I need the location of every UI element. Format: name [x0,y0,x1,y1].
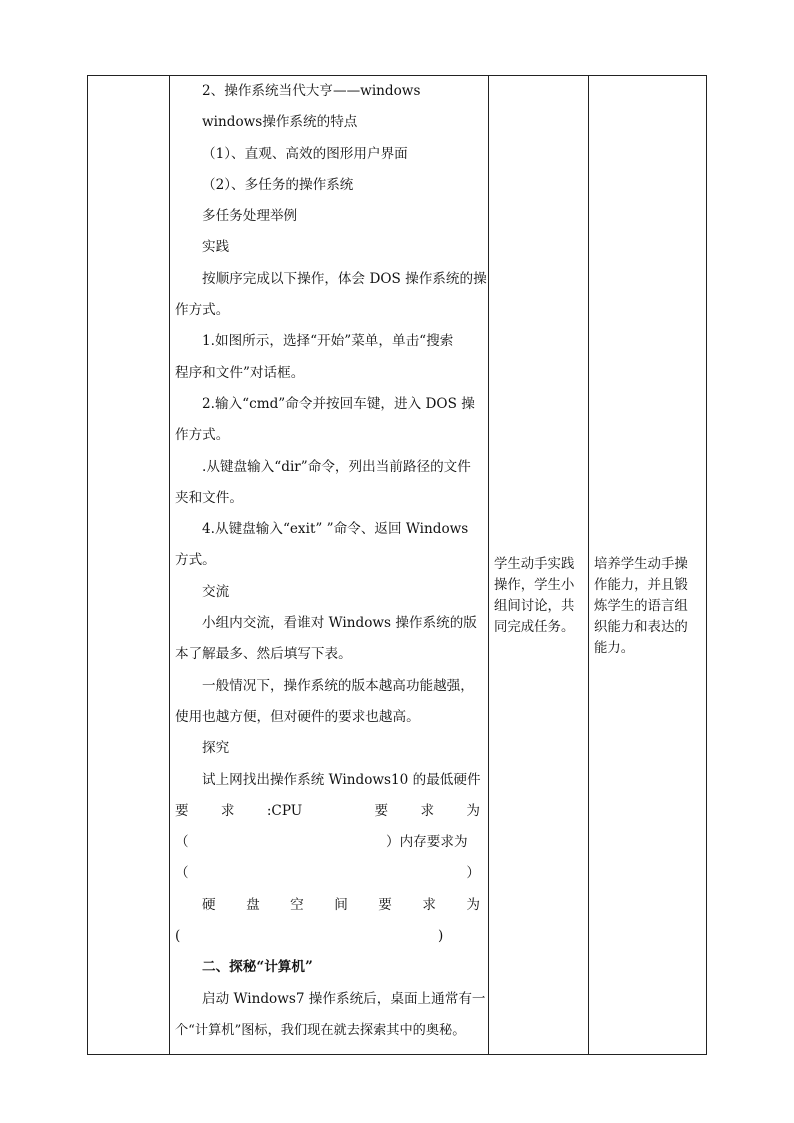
intent-line: 能力。 [594,641,635,656]
content-line: 多任务处理举例 [202,208,298,225]
content-line: 交流 [202,583,230,600]
content-line: 2.输入“cmd”命令并按回车键，进入 DOS 操 [202,395,475,412]
intent-line: 培养学生动手操 [594,557,688,572]
content-line: 作方式。 [175,302,230,319]
content-line: 程序和文件”对话框。 [175,364,305,381]
content-line: 4.从键盘输入“exit” ”命令、返回 Windows [202,521,469,538]
content-line: （1）、直观、高效的图形用户界面 [202,145,408,162]
cpu-requirement-line: 要 求 :CPU 要 求 为 [175,802,480,819]
content-line: 按顺序完成以下操作，体会 DOS 操作系统的操 [202,270,487,287]
intent-line: 炼学生的语言组 [594,599,688,614]
cpu-blank-line: （ ）内存要求为 [175,834,468,851]
teaching-content-cell [170,76,488,1046]
intent-line: 织能力和表达的 [594,620,688,635]
content-line: 启动 Windows7 操作系统后，桌面上通常有一 [202,990,486,1007]
content-line: 本了解最多、然后填写下表。 [175,646,352,663]
content-line: 小组内交流，看谁对 Windows 操作系统的版 [202,615,477,632]
content-line: 实践 [202,239,230,256]
content-line: .从键盘输入“dir”命令，列出当前路径的文件 [202,458,471,475]
activity-line: 学生动手实践 [494,557,575,572]
content-line: 1.如图所示，选择“开始”菜单，单击“搜索 [202,333,454,350]
design-intent-cell [589,554,707,659]
content-line: 个“计算机”图标，我们现在就去探索其中的奥秘。 [175,1022,466,1038]
content-line: 使用也越方便，但对硬件的要求也越高。 [175,708,420,725]
disk-requirement-line: 硬 盘 空 间 要 求 为 [202,896,480,913]
activity-line: 同完成任务。 [494,620,575,635]
content-line: 试上网找出操作系统 Windows10 的最低硬件 [202,771,481,788]
intent-line: 作能力，并且锻 [594,578,688,593]
section-heading: 二、探秘“计算机” [202,959,313,976]
content-line: 2、操作系统当代大亨——windows [202,83,421,99]
lesson-table [87,75,707,1055]
content-line: （2）、多任务的操作系统 [202,176,354,193]
activity-line: 组间讨论，共 [494,599,575,614]
content-line: 探究 [202,740,230,757]
content-line: 夹和文件。 [175,489,243,506]
memory-blank-line: （ ） [175,865,480,882]
activity-line: 操作，学生小 [494,578,575,593]
content-line: 作方式。 [175,427,230,444]
content-line: windows操作系统的特点 [202,114,358,131]
disk-blank-line: ( ) [175,928,444,945]
content-line: 一般情况下，操作系统的版本越高功能越强， [202,677,474,694]
student-activity-cell [489,554,587,638]
content-line: 方式。 [175,552,216,569]
